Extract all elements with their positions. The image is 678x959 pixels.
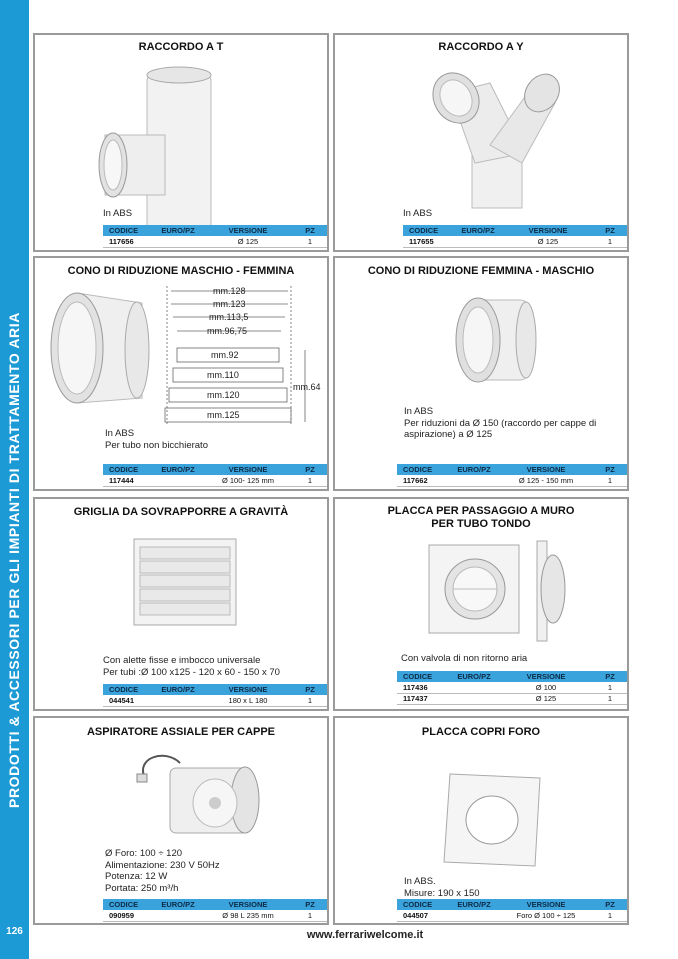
sidebar-band bbox=[0, 0, 29, 959]
card-cono-femmina-maschio bbox=[333, 256, 629, 491]
y-fitting-image bbox=[430, 63, 560, 213]
gravity-grille-image bbox=[130, 535, 240, 630]
product-title: PLACCA PER PASSAGGIO A MURO PER TUBO TONDO bbox=[387, 505, 575, 530]
page-number: 126 bbox=[6, 926, 23, 937]
product-table bbox=[103, 684, 327, 707]
table-header-row: CODICE EURO/PZ VERSIONE PZ bbox=[397, 464, 627, 475]
product-title: CONO DI RIDUZIONE FEMMINA - MASCHIO bbox=[367, 265, 595, 277]
product-description: In ABS. Misure: 190 x 150 bbox=[404, 876, 480, 899]
product-title: ASPIRATORE ASSIALE PER CAPPE bbox=[86, 726, 276, 738]
table-row: 117656 Ø 125 1 bbox=[103, 236, 327, 247]
svg-text:mm.123: mm.123 bbox=[213, 299, 246, 309]
product-description: Con alette fisse e imbocco universale Per tubi :Ø 100 x125 - 120 x 60 - 150 x 70 bbox=[103, 655, 280, 678]
table-header-row: CODICE EURO/PZ VERSIONE PZ bbox=[403, 225, 627, 236]
product-description: In ABS Per tubo non bicchierato bbox=[105, 428, 208, 451]
product-title: CONO DI RIDUZIONE MASCHIO - FEMMINA bbox=[67, 265, 295, 277]
table-row: 117436 Ø 100 1 bbox=[397, 682, 627, 693]
product-title: GRIGLIA DA SOVRAPPORRE A GRAVITÀ bbox=[73, 506, 289, 518]
table-header-row: CODICE EURO/PZ VERSIONE PZ bbox=[103, 684, 327, 695]
card-placca-copri-foro bbox=[333, 716, 629, 925]
table-row: 117437 Ø 125 1 bbox=[397, 693, 627, 704]
svg-text:mm.120: mm.120 bbox=[207, 390, 240, 400]
card-placca-muro bbox=[333, 497, 629, 711]
product-description: In ABS Per riduzioni da Ø 150 (raccordo per cappe di aspirazione) a Ø 125 bbox=[404, 406, 597, 440]
svg-text:mm.113,5: mm.113,5 bbox=[209, 312, 249, 322]
product-table bbox=[403, 225, 627, 248]
card-griglia bbox=[33, 497, 329, 711]
card-cono-maschio-femmina bbox=[33, 256, 329, 491]
product-table bbox=[397, 671, 627, 705]
product-table bbox=[103, 899, 327, 922]
table-header-row: CODICE EURO/PZ VERSIONE PZ bbox=[103, 225, 327, 236]
product-title: PLACCA COPRI FORO bbox=[421, 726, 541, 738]
svg-text:mm.110: mm.110 bbox=[207, 370, 239, 380]
card-raccordo-y bbox=[333, 33, 629, 252]
table-header-row: CODICE EURO/PZ VERSIONE PZ bbox=[397, 671, 627, 682]
reducer-cone-image bbox=[47, 288, 152, 408]
axial-fan-image bbox=[135, 748, 265, 843]
table-row: 117662 Ø 125 - 150 mm 1 bbox=[397, 475, 627, 486]
product-title: RACCORDO A Y bbox=[438, 41, 524, 53]
product-description: In ABS bbox=[103, 208, 133, 219]
svg-text:mm.92: mm.92 bbox=[211, 350, 239, 360]
table-row: 044541 180 x L 180 1 bbox=[103, 695, 327, 706]
card-aspiratore bbox=[33, 716, 329, 925]
dimension-drawing bbox=[163, 284, 328, 424]
cover-plate-image bbox=[440, 770, 545, 870]
product-title: RACCORDO A T bbox=[138, 41, 224, 53]
table-row: 044507 Foro Ø 100 ÷ 125 1 bbox=[397, 910, 627, 921]
website-link[interactable]: www.ferrariwelcome.it bbox=[306, 929, 424, 941]
product-table bbox=[103, 225, 327, 248]
wall-plate-image bbox=[427, 539, 572, 644]
table-row: 117655 Ø 125 1 bbox=[403, 236, 627, 247]
svg-text:mm.128: mm.128 bbox=[213, 286, 246, 296]
product-description: Ø Foro: 100 ÷ 120 Alimentazione: 230 V 50Hz Potenza: 12 W Portata: 250 m³/h bbox=[105, 848, 220, 894]
card-raccordo-t bbox=[33, 33, 329, 252]
table-header-row: CODICE EURO/PZ VERSIONE PZ bbox=[103, 899, 327, 910]
product-table bbox=[103, 464, 327, 487]
table-row: 117444 Ø 100- 125 mm 1 bbox=[103, 475, 327, 486]
svg-text:mm.125: mm.125 bbox=[207, 410, 240, 420]
product-description: Con valvola di non ritorno aria bbox=[401, 653, 528, 664]
product-table bbox=[397, 464, 627, 487]
svg-text:mm.64: mm.64 bbox=[293, 382, 321, 392]
product-table bbox=[397, 899, 627, 922]
reducer-cone-image bbox=[450, 290, 540, 390]
table-row: 090959 Ø 98 L 235 mm 1 bbox=[103, 910, 327, 921]
svg-text:mm.96,75: mm.96,75 bbox=[207, 326, 248, 336]
table-header-row: CODICE EURO/PZ VERSIONE PZ bbox=[103, 464, 327, 475]
table-header-row: CODICE EURO/PZ VERSIONE PZ bbox=[397, 899, 627, 910]
sidebar-title: PRODOTTI & ACCESSORI PER GLI IMPIANTI DI TRATTAMENTO ARIA bbox=[6, 312, 22, 808]
product-description: In ABS bbox=[403, 208, 433, 219]
